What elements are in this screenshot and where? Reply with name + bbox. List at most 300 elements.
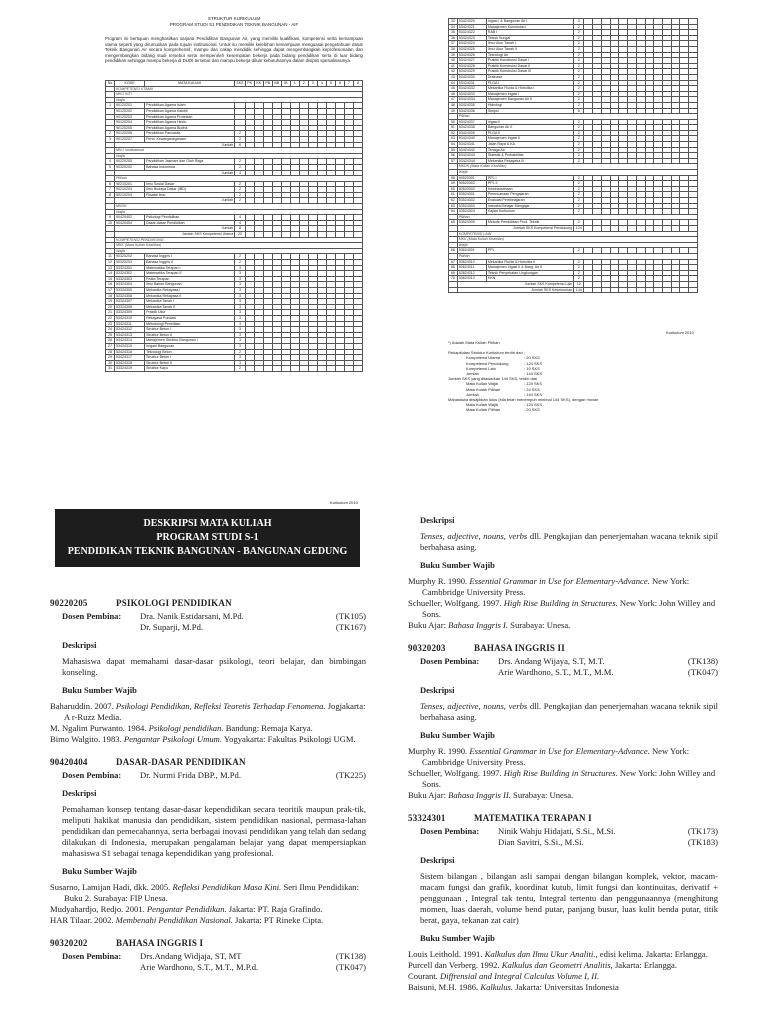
lecturer-name: Dian Savitri, S.Si., M.Si. <box>498 837 584 847</box>
rekap-list <box>448 355 698 376</box>
table-header-cell: 8 <box>353 81 362 87</box>
row-course: Bahasa Inggris I <box>145 254 235 260</box>
table-header-cell: MATA KULIAH <box>145 81 235 87</box>
row-code: 53424315 <box>115 343 145 349</box>
description-italic: Tenses, adjective, nouns, verbs <box>420 531 528 541</box>
row-code: 53524303 <box>457 203 486 209</box>
sum-label: Jumlah SKS Kompetensi Lain <box>457 281 573 287</box>
row-no: 43 <box>449 74 458 80</box>
row-no: 38 <box>449 46 458 52</box>
row-no: 22 <box>106 315 115 321</box>
note-pair-label: Mata Kuliah Wajib <box>466 402 499 408</box>
row-no: 23 <box>106 321 115 327</box>
row-course: PPL <box>486 248 573 254</box>
row-code: 53424325 <box>457 46 486 52</box>
row-no: 34 <box>449 24 458 30</box>
row-code: 53324319 <box>115 366 145 372</box>
reference-publisher: Bandung: Remaja Karya. <box>223 723 313 733</box>
row-course: Manajemen Struktur Bangunan I <box>145 338 235 344</box>
note-rekap-title: Rekapitulasi Struktur Kurikulum terdiri dari : <box>448 350 525 356</box>
row-course: Kewirausahaan <box>486 186 573 192</box>
row-course: Psikologi Pendidikan <box>145 215 235 221</box>
section-label: MKDK <box>115 204 363 210</box>
row-sks: 3 <box>235 299 246 305</box>
section-label: MKK (Mata Kuliah Keahlian) <box>457 237 697 243</box>
row-sks: 2 <box>235 260 246 266</box>
row-code: 53424318 <box>115 360 145 366</box>
row-code: 53424333 <box>457 91 486 97</box>
row-course: Manajemen Irigasi I <box>486 91 573 97</box>
lecturer-row <box>50 611 366 622</box>
lecturer-label: Dosen Pembina: <box>62 611 122 621</box>
reference-publisher: New York: John Willey and Sons. <box>422 598 716 619</box>
row-code: 53424338 <box>457 125 486 131</box>
reference-author: Murphy R. 1990. <box>408 746 470 756</box>
row-sks: 2 <box>235 131 246 137</box>
row-course: Manajemen Bangunan Air II <box>486 97 573 103</box>
reference-title: Diffrensial and Integral Calculus Volume I, II. <box>439 971 600 981</box>
row-code: 53424332 <box>457 86 486 92</box>
row-sks: 2 <box>574 102 584 108</box>
row-sks: 2 <box>574 130 584 136</box>
row-course: Irigasi I & Bangunan Air I <box>486 19 573 25</box>
row-code: 90220205 <box>115 159 145 165</box>
row-code: 53624312 <box>457 270 486 276</box>
row-cell <box>344 366 353 372</box>
course-name: PSIKOLOGI PENDIDIKAN <box>116 598 232 608</box>
section-label: Pilihan <box>457 253 697 259</box>
row-code: 90520302 <box>457 181 486 187</box>
row-course: Ilmu Ukur Tanah II <box>486 46 573 52</box>
row-course: Pendidikan Agama Hindu <box>145 120 235 126</box>
row-no: 7 <box>106 187 115 193</box>
reference-author: Purcell dan Verberg. 1992. <box>408 960 502 970</box>
row-course: Teknik Penyehatan Lingkungan <box>486 270 573 276</box>
row-no: 68 <box>449 265 458 271</box>
row-course: Struktur Beton I <box>145 355 235 361</box>
row-code: 53424330 <box>457 74 486 80</box>
reference-author: HAR Tilaar. 2002. <box>50 915 116 925</box>
row-code: 53324305 <box>115 287 145 293</box>
row-course: Struktur Beton I <box>145 327 235 333</box>
row-no: 58 <box>449 175 458 181</box>
final-list <box>448 402 698 412</box>
curriculum-title: STRUKTUR KURIKULUM <box>207 16 261 21</box>
row-course: Mekanika Fluida & Hidrolika I <box>486 86 573 92</box>
course-description: Mahasiswa dapat memahami dasar-dasar psikologi, teori belajar, dan bimbingan konseling. <box>62 656 366 677</box>
reference-author: Buku Ajar: <box>408 790 449 800</box>
row-sks: 2 <box>574 220 584 226</box>
course-code: 90320202 <box>50 938 88 948</box>
reference-publisher: Jakarta: PT Rineke Cipta. <box>232 915 324 925</box>
row-no: 63 <box>449 203 458 209</box>
reference <box>408 960 718 971</box>
note-pair-value: : 124 SKS <box>524 360 543 366</box>
course-description <box>408 701 718 723</box>
row-course: Pend. Kewarganegaraan <box>145 136 235 142</box>
row-sks: 2 <box>235 366 246 372</box>
note-asterisk: *) Adalah Mata Kuliah Pilihan <box>448 340 500 345</box>
row-code: 90520301 <box>457 175 486 181</box>
course-code: 90220205 <box>50 598 88 608</box>
row-course: Bahasa Inggris II <box>145 260 235 266</box>
row-sks: 2 <box>574 270 584 276</box>
row-code: 53424339 <box>457 130 486 136</box>
banner-line1: DESKRIPSI MATA KULIAH <box>143 518 272 529</box>
row-code: 53424341 <box>457 142 486 148</box>
row-sks: 2 <box>574 186 584 192</box>
row-no: 20 <box>106 304 115 310</box>
course-name: DASAR-DASAR PENDIDIKAN <box>116 757 246 767</box>
row-sks: 3 <box>235 304 246 310</box>
table-header-cell: 3 <box>308 81 317 87</box>
row-code: 90210201 <box>115 181 145 187</box>
table-sum-row <box>449 287 698 293</box>
row-course: Metodologi Penelitian <box>145 321 235 327</box>
row-code: 53424340 <box>457 136 486 142</box>
row-sks: 3 <box>235 360 246 366</box>
row-no: 21 <box>106 310 115 316</box>
table-header-cell: BB <box>272 81 281 87</box>
row-no: 19 <box>106 299 115 305</box>
reference-title: Essential Grammar in Use for Elementary-Advance. <box>469 746 650 756</box>
row-sks: 2 <box>574 24 584 30</box>
row-course: Evaluasi Pembelajaran <box>486 198 573 204</box>
lecturer-row <box>408 656 718 667</box>
row-sks: 2 <box>574 119 584 125</box>
table-header-cell: IB <box>281 81 290 87</box>
lecturer-name: Dr. Suparji, M.Pd. <box>140 622 204 632</box>
lecturer-row <box>50 622 366 633</box>
row-cell <box>290 366 299 372</box>
lecturer-name: Dra. Nanik Estidarsani, M.Pd. <box>140 611 244 621</box>
references-label: Buku Sumber Wajib <box>62 866 137 876</box>
table-header-cell: KK <box>254 81 263 87</box>
row-sks: 2 <box>235 164 246 170</box>
reference <box>408 598 718 620</box>
row-no: 16 <box>106 282 115 288</box>
note-pair-label: Kompetensi Pendukung <box>466 360 509 366</box>
reference-publisher: Surabaya: Unesa. <box>510 790 574 800</box>
reference-author: Baisuni, M.H. 1986. <box>408 982 481 992</box>
row-no: 5 <box>106 164 115 170</box>
row-code: 90420402 <box>115 215 145 221</box>
table-header-cell: SKS <box>236 81 244 85</box>
row-sks: 3 <box>235 338 246 344</box>
row-course: Pendidikan Agama Protestan <box>145 114 235 120</box>
row-code: 53424336 <box>457 108 486 114</box>
course-column-right <box>408 508 718 993</box>
row-no: 4 <box>106 159 115 165</box>
row-cell <box>671 287 680 293</box>
row-cell <box>593 287 602 293</box>
note-pair-value: : 124 SKS <box>524 402 543 408</box>
table-header-cell: 4 <box>317 81 326 87</box>
reference-title: Kalkulus dan Ilmu Ukur Analiti., <box>484 949 598 959</box>
row-course: Teknik Sungai <box>486 35 573 41</box>
section-label: Wajib <box>115 209 363 215</box>
row-course: Bangunan Air II <box>486 125 573 131</box>
lecturer-label: Dosen Pembina: <box>420 656 480 666</box>
note-pair-value: : 20 SKS <box>524 407 540 413</box>
row-course: Struktur Kayu <box>145 366 235 372</box>
row-course: Praktik Ukur <box>145 310 235 316</box>
row-code: 90120203 <box>115 114 145 120</box>
section-label: KOMPETENSI PENDUKUNG <box>115 237 363 243</box>
reference-publisher: Jakarta: Erlangga. <box>612 960 677 970</box>
row-sks: 4 <box>235 215 246 221</box>
row-no: 40 <box>449 58 458 64</box>
section-label: Pilihan <box>457 214 697 220</box>
reference-title: Bahasa Inggris II. <box>448 790 511 800</box>
references-label: Buku Sumber Wajib <box>420 560 495 570</box>
row-no: 6 <box>106 181 115 187</box>
banner-line3: PENDIDIKAN TEKNIK BANGUNAN - BANGUNAN GEDUNG <box>67 546 348 557</box>
reference <box>408 949 718 960</box>
row-sks: 2 <box>235 349 246 355</box>
lecturer-code: (TK047) <box>687 667 718 677</box>
row-code: 53524302 <box>457 198 486 204</box>
row-cell <box>654 287 663 293</box>
reference-author: Buku Ajar: <box>408 620 449 630</box>
row-sks: 2 <box>574 203 584 209</box>
row-sks: 3 <box>235 321 246 327</box>
row-sks: 2 <box>574 209 584 215</box>
reference <box>408 768 718 790</box>
lecturer-name: Dr. Nurmi Frida DBP., M.Pd. <box>140 770 241 780</box>
section-label: Wajib <box>115 248 363 254</box>
description-rest: dll. Pengkajian dan penerjemahan wacana teknik sipil berbahasa asing. <box>420 701 718 722</box>
row-course: Jalan Raya & KA <box>486 142 573 148</box>
kurikulum-label-right: Kurikulum 2010 <box>666 330 694 335</box>
row-no: 24 <box>106 327 115 333</box>
curriculum-intro: Program ini bertujuan menghasilkan sarjana Pendidikan Bangunan Air, yang memiliki kualifikasi, kompetensi serta kemampuan utama seperti yang dirumuskan pada tujuan institusional. Untuk itu memiliki kelebihan kemampuan menguasai pengetahuan dasar Teknik Bangunan Air secara komprehensif, mampu dan cakap mendidik sehingga dapat mengembangkan keprofesionalan dan mengembangkan bidang studi tersebut serta memperoleh kesempatan bekerja pada bidang pendidikan serta di luar bidang pendidikan sehingga mampu bekerja di DUDI tersebut dan mampu bekerja diluar kebutuhannya dalam disiplin spesialisasinya. <box>105 36 363 64</box>
row-course: Matematika Terapan I <box>145 265 235 271</box>
row-sks: 2 <box>574 41 584 47</box>
row-no: 2 <box>106 131 115 137</box>
row-course: Pendidikan Agama Islam <box>145 103 235 109</box>
row-code: 53624301 <box>457 248 486 254</box>
row-sks: 2 <box>574 136 584 142</box>
reference <box>50 904 366 915</box>
row-course: Pendidikan Jasmani dan Olah Raga <box>145 159 235 165</box>
row-sks: 2 <box>574 198 584 204</box>
row-sks: 2 <box>574 192 584 198</box>
reference-publisher: Surabaya: Unesa. <box>508 620 571 630</box>
row-sks: 3 <box>235 327 246 333</box>
row-cell <box>299 366 308 372</box>
row-sks: 3 <box>235 276 246 282</box>
row-sks: 2 <box>574 52 584 58</box>
reference-publisher: edisi kelima. Jakarta: Erlangga. <box>597 949 708 959</box>
row-no: 33 <box>449 19 458 25</box>
section-label: Wajib <box>457 242 697 248</box>
row-code: 53424320 <box>457 19 486 25</box>
row-sks: 2 <box>235 159 246 165</box>
table-header-cell: No <box>106 81 115 87</box>
lecturer-code: (TK183) <box>687 837 718 847</box>
row-code: 53324306 <box>115 293 145 299</box>
row-code: 53424343 <box>457 153 486 159</box>
references-label: Buku Sumber Wajib <box>420 730 495 740</box>
row-cell <box>663 287 672 293</box>
row-no: 67 <box>449 259 458 265</box>
course-heading <box>50 598 366 608</box>
sum-sks: 124 <box>574 225 584 231</box>
section-label: Pilihan <box>457 114 697 120</box>
reference-publisher: New York: Cambbridge University Press. <box>422 576 690 597</box>
row-code: 53424329 <box>457 69 486 75</box>
reference-title: Refleksi Pendidikan Masa Kini. <box>172 882 282 892</box>
row-code: 90120205 <box>115 125 145 131</box>
curriculum-notes <box>448 340 698 413</box>
row-no: 28 <box>106 349 115 355</box>
section-label: Wajib <box>115 153 363 159</box>
row-code: 53324304 <box>115 282 145 288</box>
row-sks: 2 <box>574 158 584 164</box>
row-no: 46 <box>449 91 458 97</box>
note-pair-value: : 20 SKS <box>524 355 540 361</box>
reference <box>50 701 366 723</box>
row-course: Mekanika Rekayasa II <box>145 293 235 299</box>
row-code: 53424313 <box>115 332 145 338</box>
note-pair-label: Jumlah <box>466 391 479 397</box>
course-name: MATEMATIKA TERAPAN I <box>474 813 592 823</box>
row-cell <box>680 287 689 293</box>
reference-author: Mudyahardjo, Redjo. 2001. <box>50 904 147 914</box>
course-description: Sistem bilangan , bilangan asli sampai dengan bilangan komplek, vektor, macam-macam fungsi dan grafik, koordinat kutub, limit fungsi dan kontinuitas, derivatif + penggunaan , Integral tak tentu, Integral tertentu dan penggunaannya (menghitung momen, luas daerah, volume bend putar, panjang busur, luas kulit benda putar, titik berat, gaya, tekanan zat cair) <box>420 871 718 925</box>
row-course: Fisika Terapan <box>145 276 235 282</box>
row-no: 53 <box>449 136 458 142</box>
lecturer-label: Dosen Pembina: <box>420 826 480 836</box>
reference-publisher: New York: Cambbridge University Press. <box>422 746 690 767</box>
row-no: 8 <box>106 192 115 198</box>
course-column-left <box>50 598 366 973</box>
course-heading <box>408 813 718 823</box>
section-label: Wajib <box>457 170 697 176</box>
description-label: Deskripsi <box>420 855 455 865</box>
lecturer-name: Drs. Andang Wijaya, S.T, M.T. <box>498 656 605 666</box>
row-sks: 3 <box>574 19 584 25</box>
lecturer-label: Dosen Pembina: <box>62 951 122 961</box>
row-course: Filsafat Ilmu <box>145 192 235 198</box>
note-pair-value: : 10 SKS <box>524 365 540 371</box>
row-code: 53624310 <box>457 259 486 265</box>
curriculum-table-right <box>448 18 698 293</box>
reference <box>50 882 366 904</box>
sum-label: Jumlah <box>115 142 235 148</box>
table-header-cell: 1 <box>290 81 299 87</box>
row-sks: 2 <box>574 30 584 36</box>
table-header-cell: PB <box>263 81 272 87</box>
row-cell <box>601 287 610 293</box>
sum-sks: 20 <box>235 232 246 238</box>
section-label: MKU INTI <box>115 92 363 98</box>
row-course: Ilmu Budaya Dasar (IBD) <box>145 187 235 193</box>
row-course: Mekanika Rekayasa III <box>486 158 573 164</box>
reference <box>408 576 718 598</box>
row-no: 65 <box>449 220 458 226</box>
sum-label: Jumlah SKS Kompetensi Utama <box>115 232 235 238</box>
note-pair-label: Mata Kuliah Wajib <box>466 381 499 387</box>
row-course: KKN <box>486 276 573 282</box>
description-label: Deskripsi <box>62 640 97 650</box>
sum-sks: 4 <box>235 170 246 176</box>
row-cell <box>636 287 645 293</box>
lecturer-label <box>408 667 498 678</box>
row-course: Matematika Terapan II <box>145 271 235 277</box>
curriculum-header <box>105 16 363 27</box>
row-sks: 3 <box>235 293 246 299</box>
table-header-cell: PK <box>245 81 254 87</box>
curriculum-table-left <box>105 80 363 372</box>
row-code: 53424321 <box>457 24 486 30</box>
row-sks: 3 <box>235 265 246 271</box>
row-no: 10 <box>106 220 115 226</box>
row-code: 90320203 <box>115 260 145 266</box>
row-sks: 3 <box>235 355 246 361</box>
note-pair-value: : 24 SKS <box>524 386 540 392</box>
row-no: 1 <box>106 103 115 109</box>
reference <box>408 790 718 801</box>
row-sks: 2 <box>574 58 584 64</box>
row-sks: 2 <box>235 254 246 260</box>
row-course: Rekayasa Pondasi <box>145 315 235 321</box>
row-no: 17 <box>106 287 115 293</box>
section-label: MKDK (Mata Kuliah Keahlian) <box>457 164 697 170</box>
row-sks: 3 <box>235 271 246 277</box>
row-no: 18 <box>106 293 115 299</box>
note-pair-label: Kompetensi Utama <box>466 355 501 361</box>
reference-title: Psikologi Pendidikan, Refleksi Teoretis Terhadap Fenomena. <box>115 701 326 711</box>
table-row <box>106 366 363 372</box>
row-sks: 2 <box>574 69 584 75</box>
reference-title: High Rise Building in Structures. <box>503 598 618 608</box>
row-no: 12 <box>106 260 115 266</box>
table-header-cell: KODE <box>115 81 145 87</box>
lecturer-row <box>50 951 366 962</box>
row-no: 36 <box>449 35 458 41</box>
lecturer-label: Dosen Pembina: <box>62 770 122 780</box>
row-sks: 2 <box>574 147 584 153</box>
row-cell <box>645 287 654 293</box>
reference-publisher: Seri Ilmu Pendidikan: Buku 2. Surabaya: FIP Unesa. <box>64 882 359 903</box>
row-sks: 2 <box>574 46 584 52</box>
row-code: 53324302 <box>115 271 145 277</box>
row-sks: 2 <box>574 175 584 181</box>
row-sks: 2 <box>574 259 584 265</box>
sum-label: Jumlah SKS Kompetensi Pendukung <box>457 225 573 231</box>
sum-label: Jumlah <box>115 198 235 204</box>
row-no: 52 <box>449 130 458 136</box>
row-no: 39 <box>449 52 458 58</box>
lecturer-row <box>408 667 718 678</box>
row-code: 53524305 <box>457 220 486 226</box>
reference-publisher: New York: John Willey and Sons. <box>422 768 716 789</box>
course-code: 90320203 <box>408 643 446 653</box>
row-sks: 2 <box>574 63 584 69</box>
row-code: 90120207 <box>115 136 145 142</box>
kurikulum-label-left: Kurikulum 2010 <box>330 500 358 505</box>
row-code: 90420404 <box>115 220 145 226</box>
row-no: 31 <box>106 366 115 372</box>
curriculum-subtitle: PROGRAM STUDI S1 PENDIDIKAN TEKNIK BANGUNAN - AIF <box>169 21 299 27</box>
row-cell <box>308 366 317 372</box>
row-no: 64 <box>449 209 458 215</box>
row-no: 9 <box>106 215 115 221</box>
row-sks: 2 <box>574 91 584 97</box>
lecturer-name: Arie Wardhono, S.T., M.T., M.M. <box>498 667 614 677</box>
